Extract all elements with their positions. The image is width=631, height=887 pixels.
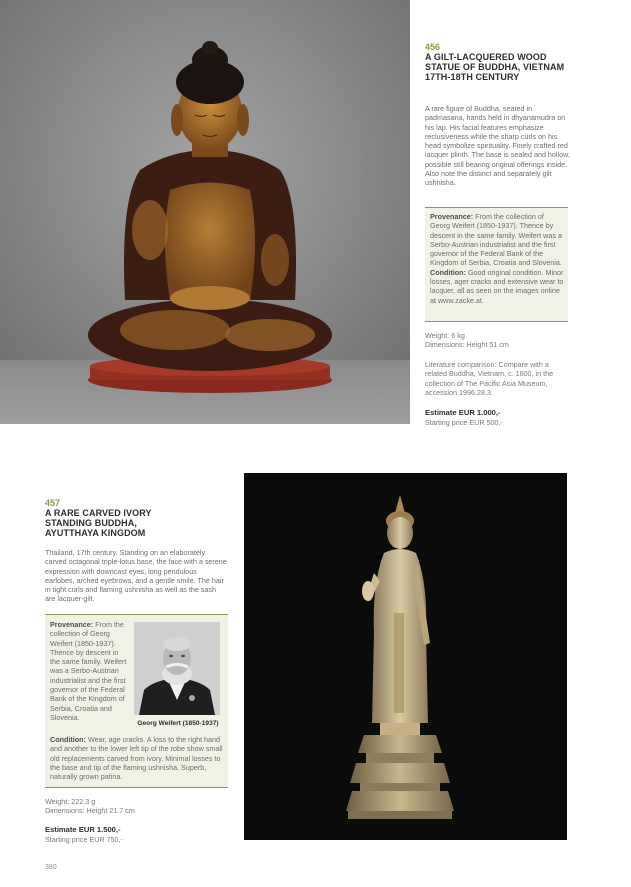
lot-457-number: 457 bbox=[45, 498, 61, 508]
lot-457-title: A RARE CARVED IVORY STANDING BUDDHA, AYUTTHAYA KINGDOM bbox=[45, 508, 152, 538]
condition-text: Good original condition. Minor losses, ager cracks and extensive wear to lacquer, all as seen on the images online at www.zacke.at. bbox=[430, 267, 564, 305]
lot-456-dimensions: Dimensions: Height 51 cm bbox=[425, 340, 509, 349]
lot-456-provenance bbox=[430, 212, 564, 268]
lot-456-description: A rare figure of Buddha, seated in padmasana, hands held in dhyanamudra on his lap. His facial features emphasize reclusiveness while the sharp curls on his head symbolize spirituality. Finely crafted red lacquer plinth. The base is sealed and hollow, possible still bearing original offerings inside. Also note the distinct and separately gilt ushnisha. bbox=[425, 104, 570, 188]
lot-456-info-box bbox=[425, 207, 568, 322]
provenance-label: Provenance: bbox=[50, 620, 94, 629]
provenance-text: From the collection of Georg Weifert (1850-1937). Thence by descent in the same family. Weifert was a Serbo-Austrian industrialist and the first governor of the Federal Bank of the Kingdom of Serbia, Croatia and Slovenia. bbox=[50, 620, 127, 722]
lot-456-number: 456 bbox=[425, 42, 441, 52]
lot-456-condition bbox=[430, 268, 564, 305]
lot-457-description: Thailand, 17th century. Standing on an elaborately carved octagonal triple-lotus base, the face with a serene expression with downcast eyes, long pendulous earlobes, arched eyebrows, and a gentle smile. The hair in tight curls and flaming ushnisha as well as the sash are lacquer-gilt. bbox=[45, 548, 227, 604]
lot-457-estimate: Estimate EUR 1.500,- bbox=[45, 825, 121, 834]
condition-label: Condition: bbox=[50, 735, 86, 744]
portrait-caption: Georg Weifert (1850-1937) bbox=[137, 720, 219, 727]
seated-buddha-image bbox=[0, 0, 410, 424]
lot-457-starting-price: Starting price EUR 750,- bbox=[45, 835, 123, 844]
condition-label: Condition: bbox=[430, 267, 466, 277]
standing-buddha-image bbox=[244, 473, 567, 840]
georg-weifert-portrait bbox=[134, 622, 220, 715]
condition-text: Wear, age cracks. A loss to the right hand and another to the lower left tip of the robe show small old replacements carved from ivory. Minimal losses to the base and tip of the flaming ushnisha. Superb, naturally grown patina. bbox=[50, 735, 223, 782]
lot-456-photo bbox=[0, 0, 410, 424]
lot-456-title: A GILT-LACQUERED WOOD STATUE OF BUDDHA, VIETNAM 17TH-18TH CENTURY bbox=[425, 52, 565, 82]
provenance-text: From the collection of Georg Weifert (1850-1937). Thence by descent in the same family. Weifert was a Serbo-Austrian industrialist and the first governor of the Federal Bank of the Kingdom of Serbia, Croatia and Slovenia. bbox=[430, 212, 562, 268]
lot-457-provenance bbox=[50, 620, 128, 722]
provenance-label: Provenance: bbox=[430, 212, 474, 221]
lot-457-weight: Weight: 222.3 g bbox=[45, 797, 96, 806]
page-number: 380 bbox=[45, 864, 57, 871]
lot-456-weight: Weight: 6 kg bbox=[425, 331, 465, 340]
lot-457-dimensions: Dimensions: Height 21.7 cm bbox=[45, 806, 135, 815]
lot-456-literature: Literature comparison: Compare with a related Buddha, Vietnam, c. 1600, in the collection of The Pacific Asia Museum, accession 1996.28.3. bbox=[425, 360, 554, 397]
lot-457-photo bbox=[244, 473, 567, 840]
lot-456-starting-price: Starting price EUR 500,- bbox=[425, 418, 503, 427]
portrait-image bbox=[134, 622, 220, 715]
lot-456-estimate: Estimate EUR 1.000,- bbox=[425, 408, 501, 417]
lot-457-condition bbox=[50, 735, 225, 781]
